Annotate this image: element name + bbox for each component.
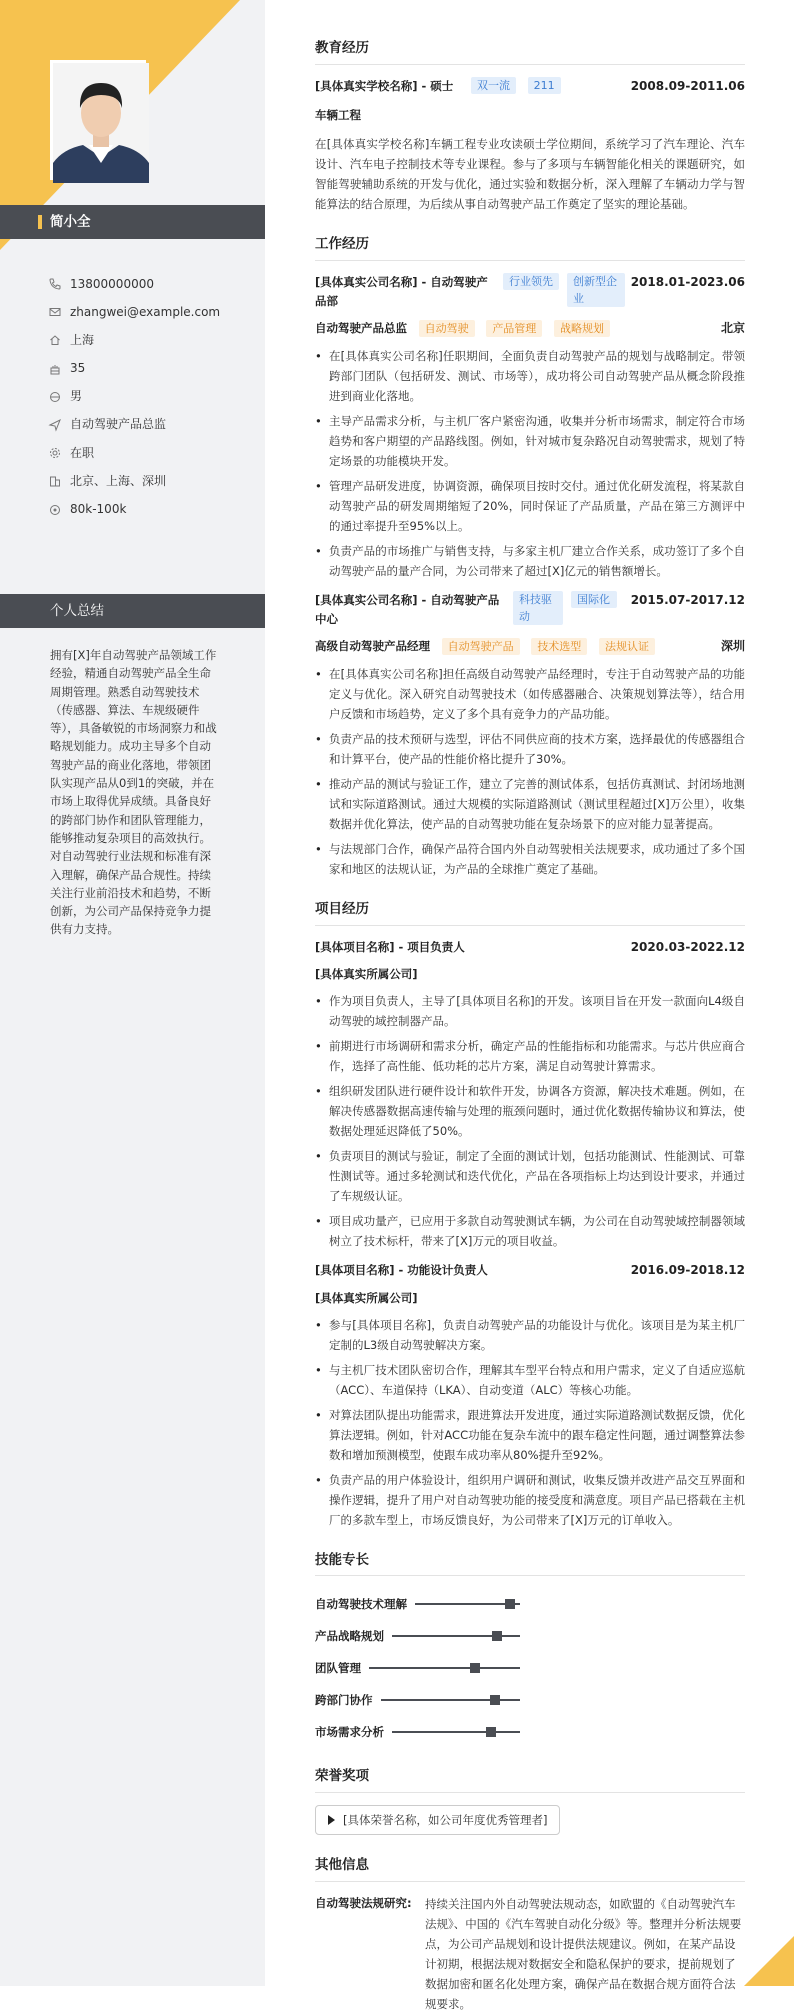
skill-list	[315, 1588, 745, 1748]
list-item: • 主导产品需求分析，与主机厂客户紧密沟通，收集并分析市场需求，制定符合市场趋势和客户期望的产品路线图。例如，针对城市复杂路况自动驾驶需求，规划了特定场景的功能模块开发。	[315, 411, 745, 471]
skill-bar	[415, 1603, 520, 1605]
phone-icon	[48, 277, 62, 291]
list-item: • 在[具体真实公司名称]担任高级自动驾驶产品经理时，专注于自动驾驶产品的功能定义与优化。深入研究自动驾驶技术（如传感器融合、决策规划算法等），结合用户反馈和市场趋势，定义了多个具有竞争力的产品功能。	[315, 664, 745, 724]
contact-text: 13800000000	[70, 276, 154, 291]
age-icon	[48, 362, 62, 376]
contact-text: 男	[70, 389, 83, 404]
job-role-row	[315, 319, 745, 338]
contact-location	[48, 326, 258, 354]
school-name: [具体真实学校名称] - 硕士	[315, 78, 454, 93]
list-item: • 组织研发团队进行硬件设计和软件开发，协调各方资源，解决技术难题。例如，在解决传感器数据高速传输与处理的瓶颈问题时，通过优化数据传输协议和算法，使数据处理延迟降低了50%。	[315, 1081, 745, 1141]
project	[315, 938, 745, 1252]
contact-text: 35	[70, 361, 86, 376]
summary-bar: 个人总结	[0, 594, 265, 628]
city: 北京	[720, 320, 745, 335]
skill-bar	[392, 1635, 520, 1637]
role: 自动驾驶产品总监	[315, 321, 407, 336]
project-company: [具体真实所属公司]	[315, 1290, 418, 1305]
tag: 创新型企业	[567, 273, 625, 307]
skill-item	[315, 1716, 520, 1748]
skill-knob	[470, 1663, 480, 1673]
name-bar: 简小全	[0, 205, 265, 239]
job-role-row	[315, 637, 745, 656]
education-header	[315, 77, 745, 96]
skills-section	[315, 1550, 745, 1749]
skill-item	[315, 1684, 520, 1716]
job-header	[315, 273, 745, 311]
date: 2018.01-2023.06	[630, 274, 745, 289]
contact-text: 上海	[70, 332, 95, 347]
project-company: [具体真实所属公司]	[315, 966, 418, 981]
skill-bar	[381, 1699, 521, 1701]
home-icon	[48, 333, 62, 347]
company: [具体真实公司名称] - 自动驾驶产品中心	[315, 592, 500, 626]
avatar	[50, 60, 146, 180]
contact-status	[48, 439, 258, 467]
summary-text: 拥有[X]年自动驾驶产品领域工作经验，精通自动驾驶产品全生命周期管理。熟悉自动驾驶技术（传感器、算法、车规级硬件等），具备敏锐的市场洞察力和战略规划能力。成功主导多个自动驾驶产品的商业化落地，带领团队实现产品从0到1的突破，并在市场上取得优异成绩。具备良好的跨部门协作和团队管理能力，能够推动复杂项目的高效执行。对自动驾驶行业法规和标准有深入理解，确保产品合规性。持续关注行业前沿技术和趋势，不断创新，为公司产品保持竞争力提供有力支持。	[50, 648, 217, 937]
project-items	[315, 991, 745, 1251]
role-tag: 技术选型	[531, 638, 587, 655]
list-item: • 负责项目的测试与验证，制定了全面的测试计划，包括功能测试、性能测试、可靠性测试等。通过多轮测试和迭代优化，产品在各项指标上均达到设计要求，并通过了车规级认证。	[315, 1146, 745, 1206]
project-items	[315, 1315, 745, 1530]
list-item: • 负责产品的用户体验设计，组织用户调研和测试，收集反馈并改进产品交互界面和操作逻辑，提升了用户对自动驾驶功能的接受度和满意度。项目产品已搭载在主机厂的多款车型上，市场反馈良好，为公司带来了[X]万元的订单收入。	[315, 1470, 745, 1530]
award-text: [具体荣誉名称，如公司年度优秀管理者]	[343, 1813, 548, 1828]
company: [具体真实公司名称] - 自动驾驶产品部	[315, 274, 488, 308]
section-title: 教育经历	[315, 38, 745, 65]
role: 高级自动驾驶产品经理	[315, 639, 430, 654]
section-title: 工作经历	[315, 234, 745, 261]
contact-text: 自动驾驶产品总监	[70, 417, 167, 432]
main-content	[315, 0, 745, 2014]
list-item: • 在[具体真实公司名称]任职期间，全面负责自动驾驶产品的规划与战略制定。带领跨部门团队（包括研发、测试、市场等），成功将公司自动驾驶产品从概念阶段推进到商业化落地。	[315, 346, 745, 406]
role-tag: 法规认证	[599, 638, 655, 655]
date: 2020.03-2022.12	[630, 939, 745, 954]
list-item: • 负责产品的技术预研与选型，评估不同供应商的技术方案，选择最优的传感器组合和计算平台，使产品的性能价格比提升了30%。	[315, 729, 745, 769]
role-tag: 战略规划	[554, 320, 610, 337]
tag: 行业领先	[503, 273, 559, 290]
section-title: 荣誉奖项	[315, 1766, 745, 1793]
job-items	[315, 664, 745, 879]
contact-text: 北京、上海、深圳	[70, 473, 167, 488]
other-text: 持续关注国内外自动驾驶法规动态，如欧盟的《自动驾驶汽车法规》、中国的《汽车驾驶自动化分级》等。整理并分析法规要点，为公司产品规划和设计提供法规建议。例如，在某产品设计初期，根据法规对数据安全和隐私保护的要求，提前规划了数据加密和匿名化处理方案，确保产品在数据合规方面符合法规要求。	[425, 1897, 742, 2012]
skill-name: 市场需求分析	[315, 1725, 384, 1740]
section-title: 项目经历	[315, 899, 745, 926]
skill-item	[315, 1588, 520, 1620]
skill-name: 产品战略规划	[315, 1629, 384, 1644]
role-tag: 自动驾驶	[419, 320, 475, 337]
skill-bar	[392, 1731, 520, 1733]
skill-knob	[505, 1599, 515, 1609]
contact-email	[48, 298, 258, 326]
job-header	[315, 591, 745, 629]
role-tag: 产品管理	[486, 320, 542, 337]
section-title: 技能专长	[315, 1550, 745, 1577]
avatar-photo-icon	[53, 63, 149, 183]
contact-gender	[48, 383, 258, 411]
status-icon	[48, 446, 62, 460]
contact-text: 80k-100k	[70, 502, 127, 516]
contact-text: 在职	[70, 445, 95, 460]
work-section	[315, 234, 745, 879]
date: 2015.07-2017.12	[630, 592, 745, 607]
list-item: • 对算法团队提出功能需求，跟进算法开发进度，通过实际道路测试数据反馈，优化算法逻辑。例如，针对ACC功能在复杂车流中的跟车稳定性问题，通过调整算法参数和增加预测模型，使跟车成功率从80%提升至92%。	[315, 1405, 745, 1465]
contact-city	[48, 467, 258, 495]
contact-position	[48, 411, 258, 439]
contact-age	[48, 355, 258, 383]
project-header	[315, 1261, 745, 1280]
email-icon	[48, 305, 62, 319]
skill-knob	[492, 1631, 502, 1641]
list-item: • 参与[具体项目名称]，负责自动驾驶产品的功能设计与优化。该项目是为某主机厂定制的L3级自动驾驶解决方案。	[315, 1315, 745, 1355]
skill-knob	[490, 1695, 500, 1705]
contact-phone	[48, 270, 258, 298]
project-header	[315, 938, 745, 957]
skill-name: 自动驾驶技术理解	[315, 1597, 407, 1612]
project-name: [具体项目名称] - 项目负责人	[315, 939, 465, 954]
tag: 211	[528, 77, 561, 94]
skill-bar	[369, 1667, 520, 1669]
skill-item	[315, 1652, 520, 1684]
other-section	[315, 1855, 745, 2014]
major: 车辆工程	[315, 107, 361, 122]
play-icon	[328, 1815, 335, 1825]
contact-text: zhangwei@example.com	[70, 304, 221, 319]
awards-section	[315, 1766, 745, 1835]
date: 2016.09-2018.12	[630, 1263, 745, 1278]
contact-salary	[48, 496, 258, 524]
section-title: 其他信息	[315, 1855, 745, 1882]
project	[315, 1261, 745, 1530]
city: 深圳	[720, 638, 745, 653]
tag: 国际化	[571, 591, 617, 608]
other-label: 自动驾驶法规研究:	[315, 1896, 412, 1911]
skill-name: 团队管理	[315, 1661, 361, 1676]
page-corner-decoration	[744, 1936, 794, 1986]
education-desc: 在[具体真实学校名称]车辆工程专业攻读硕士学位期间，系统学习了汽车理论、汽车设计、汽车电子控制技术等专业课程。参与了多项与车辆智能化相关的课题研究，如智能驾驶辅助系统的开发与优化，通过实验和数据分析，深入理解了车辆动力学与智能算法的结合原理，为后续从事自动驾驶产品工作奠定了坚实的理论基础。	[315, 137, 745, 212]
contact-list	[48, 270, 258, 524]
list-item: • 前期进行市场调研和需求分析，确定产品的性能指标和功能需求。与芯片供应商合作，选择了高性能、低功耗的芯片方案，满足自动驾驶计算需求。	[315, 1036, 745, 1076]
skill-item	[315, 1620, 520, 1652]
list-item: • 推动产品的测试与验证工作，建立了完善的测试体系，包括仿真测试、封闭场地测试和实际道路测试。通过大规模的实际道路测试（测试里程超过[X]万公里），收集数据并优化算法，使产品的自动驾驶功能在复杂场景下的应对能力显著提高。	[315, 774, 745, 834]
education-section	[315, 38, 745, 214]
other-info-row	[315, 1894, 745, 2014]
skill-name: 跨部门协作	[315, 1693, 373, 1708]
job	[315, 591, 745, 879]
project-name: [具体项目名称] - 功能设计负责人	[315, 1263, 488, 1278]
tag: 科技驱动	[513, 591, 563, 625]
date: 2008.09-2011.06	[630, 78, 745, 93]
list-item: • 负责产品的市场推广与销售支持，与多家主机厂建立合作关系，成功签订了多个自动驾驶产品的量产合同，为公司带来了超过[X]亿元的销售额增长。	[315, 541, 745, 581]
skill-knob	[486, 1727, 496, 1737]
role-tag: 自动驾驶产品	[442, 638, 520, 655]
sidebar	[0, 0, 265, 1986]
salary-icon	[48, 503, 62, 517]
award-item-button[interactable]	[315, 1805, 560, 1835]
gender-icon	[48, 390, 62, 404]
tag: 双一流	[471, 77, 516, 94]
list-item: • 项目成功量产，已应用于多款自动驾驶测试车辆，为公司在自动驾驶域控制器领域树立了技术标杆，带来了[X]万元的项目收益。	[315, 1211, 745, 1251]
list-item: • 与法规部门合作，确保产品符合国内外自动驾驶相关法规要求，成功通过了多个国家和地区的法规认证，为产品的全球推广奠定了基础。	[315, 839, 745, 879]
position-icon	[48, 418, 62, 432]
projects-section	[315, 899, 745, 1530]
job	[315, 273, 745, 581]
list-item: • 与主机厂技术团队密切合作，理解其车型平台特点和用户需求，定义了自适应巡航（ACC）、车道保持（LKA）、自动变道（ALC）等核心功能。	[315, 1360, 745, 1400]
city-icon	[48, 474, 62, 488]
list-item: • 管理产品研发进度，协调资源，确保项目按时交付。通过优化研发流程，将某款自动驾驶产品的研发周期缩短了20%，同时保证了产品质量，产品在第三方测评中的通过率提升至95%以上。	[315, 476, 745, 536]
list-item: • 作为项目负责人，主导了[具体项目名称]的开发。该项目旨在开发一款面向L4级自动驾驶的域控制器产品。	[315, 991, 745, 1031]
job-items	[315, 346, 745, 581]
